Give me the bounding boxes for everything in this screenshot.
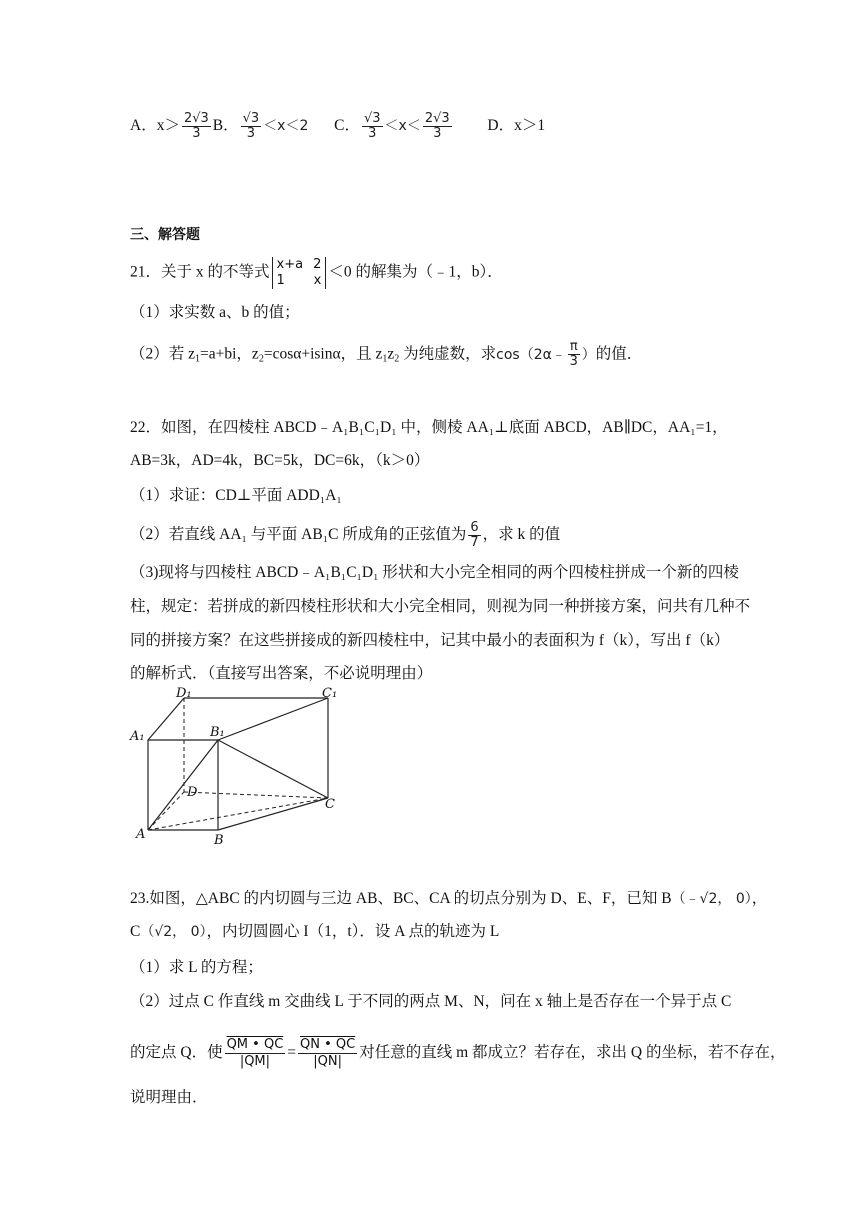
vector-fraction-2: $\frac{QN • QC}{|QN|}$ [300, 1037, 356, 1069]
option-c-fraction-2: $\frac{2√3}{3}$ [424, 111, 450, 141]
option-b-label: B． [212, 117, 239, 135]
label-A: A [136, 827, 146, 842]
section-title: 三、解答题 [130, 227, 200, 243]
q22-part3-line4: 的解析式．（直接写出答案，不必说明理由） [130, 665, 433, 682]
q22-part3-line2: 柱，规定：若拼成的新四棱柱形状和大小完全相同，则视为同一种拼接方案，问共有几种不 [130, 598, 751, 615]
q23-line2: C（√2， 0），内切圆圆心 I（1，t）．设 A 点的轨迹为 L [130, 923, 500, 940]
q22-line2: AB=3k，AD=4k，BC=5k，DC=6k，（k＞0） [130, 452, 430, 469]
label-C1: C₁ [322, 686, 338, 701]
determinant: x+a 2 1 x [272, 257, 327, 289]
q22-part3-line3: 同的拼接方案？在这些拼接成的新四棱柱中，记其中最小的表面积为 f（k），写出 f（k） [130, 632, 730, 649]
prism-figure [128, 686, 340, 846]
option-b-fraction: $\frac{√3}{3}$ [242, 111, 260, 141]
vector-fraction-1: $\frac{QM • QC}{|QM|}$ [226, 1037, 284, 1069]
q21-part2: （2）若 $z_1=a+bi$，$z_2=\cos\alpha+isin\alpha$，且 $z_1z_2$ 为纯虚数，求cos（2α﹣ $\frac{\pi}{3}$ ）的值． [130, 339, 643, 369]
q21-part1: （1）求实数 a、b 的值； [130, 304, 300, 321]
label-B: B [214, 833, 224, 846]
q22-part3-line1: （3)现将与四棱柱 ABCD﹣A₁B₁C₁D₁ 形状和大小完全相同的两个四棱柱拼成一个新的四棱 [130, 564, 739, 581]
option-a-label: A．x＞ [130, 117, 180, 135]
q22-part2: （2）若直线 AA₁ 与平面 AB₁C 所成角的正弦值为 $\frac{6}{7}$ ，求 k 的值 [130, 520, 561, 550]
option-c-label: C． [334, 117, 360, 135]
q22-line1: 22．如图，在四棱柱 ABCD﹣A₁B₁C₁D₁ 中，侧棱 AA₁⊥底面 ABCD，AB∥DC，AA₁=1， [130, 419, 728, 436]
option-d-label: D．x＞1 [487, 117, 546, 135]
option-a-fraction: $\frac{2√3}{3}$ [183, 111, 209, 141]
q23-part2-line1: （2）过点 C 作直线 m 交曲线 L 于不同的两点 M、N，问在 x 轴上是否存在一个异于点 C [130, 993, 732, 1010]
point-B-coords: （﹣√2， 0） [671, 891, 752, 907]
q23-part1: （1）求 L 的方程； [130, 959, 263, 976]
option-b-range: ＜x＜2 [263, 118, 309, 135]
cos-expression: cos（2α﹣ $\frac{\pi}{3}$ ） [496, 339, 596, 369]
q23-part2-line3: 说明理由． [130, 1089, 208, 1106]
label-D1: D₁ [176, 686, 192, 701]
label-C: C [325, 797, 335, 812]
q23-line1: 23.如图，△ABC 的内切圆与三边 AB、BC、CA 的切点分别为 D、E、F，已知 B（﹣√2， 0）， [130, 890, 768, 907]
label-A1: A₁ [130, 729, 145, 744]
option-c-range: ＜x＜ [384, 118, 421, 135]
q20-options [130, 112, 545, 141]
label-D: D [187, 785, 198, 800]
option-c-fraction-1: $\frac{√3}{3}$ [363, 111, 381, 141]
sine-value-fraction: $\frac{6}{7}$ [470, 520, 479, 550]
prism-diagram [128, 686, 340, 846]
q22-part1: （1）求证：CD⊥平面 ADD₁A₁ [130, 487, 342, 504]
q21-stem: 21．关于 x 的不等式 x+a 2 1 x ＜0 的解集为（﹣1，b）． [130, 257, 503, 288]
q23-part2-line2: 的定点 Q．使 $\frac{QM • QC}{|QM|}$ = $\frac{QN • QC}{|QN|}$ 对任意的直线 m 都成立？若存在，求出 Q 的坐标，若不存在， [130, 1037, 786, 1069]
point-C-coords: （√2， 0） [140, 924, 207, 940]
label-B1: B₁ [210, 725, 225, 740]
